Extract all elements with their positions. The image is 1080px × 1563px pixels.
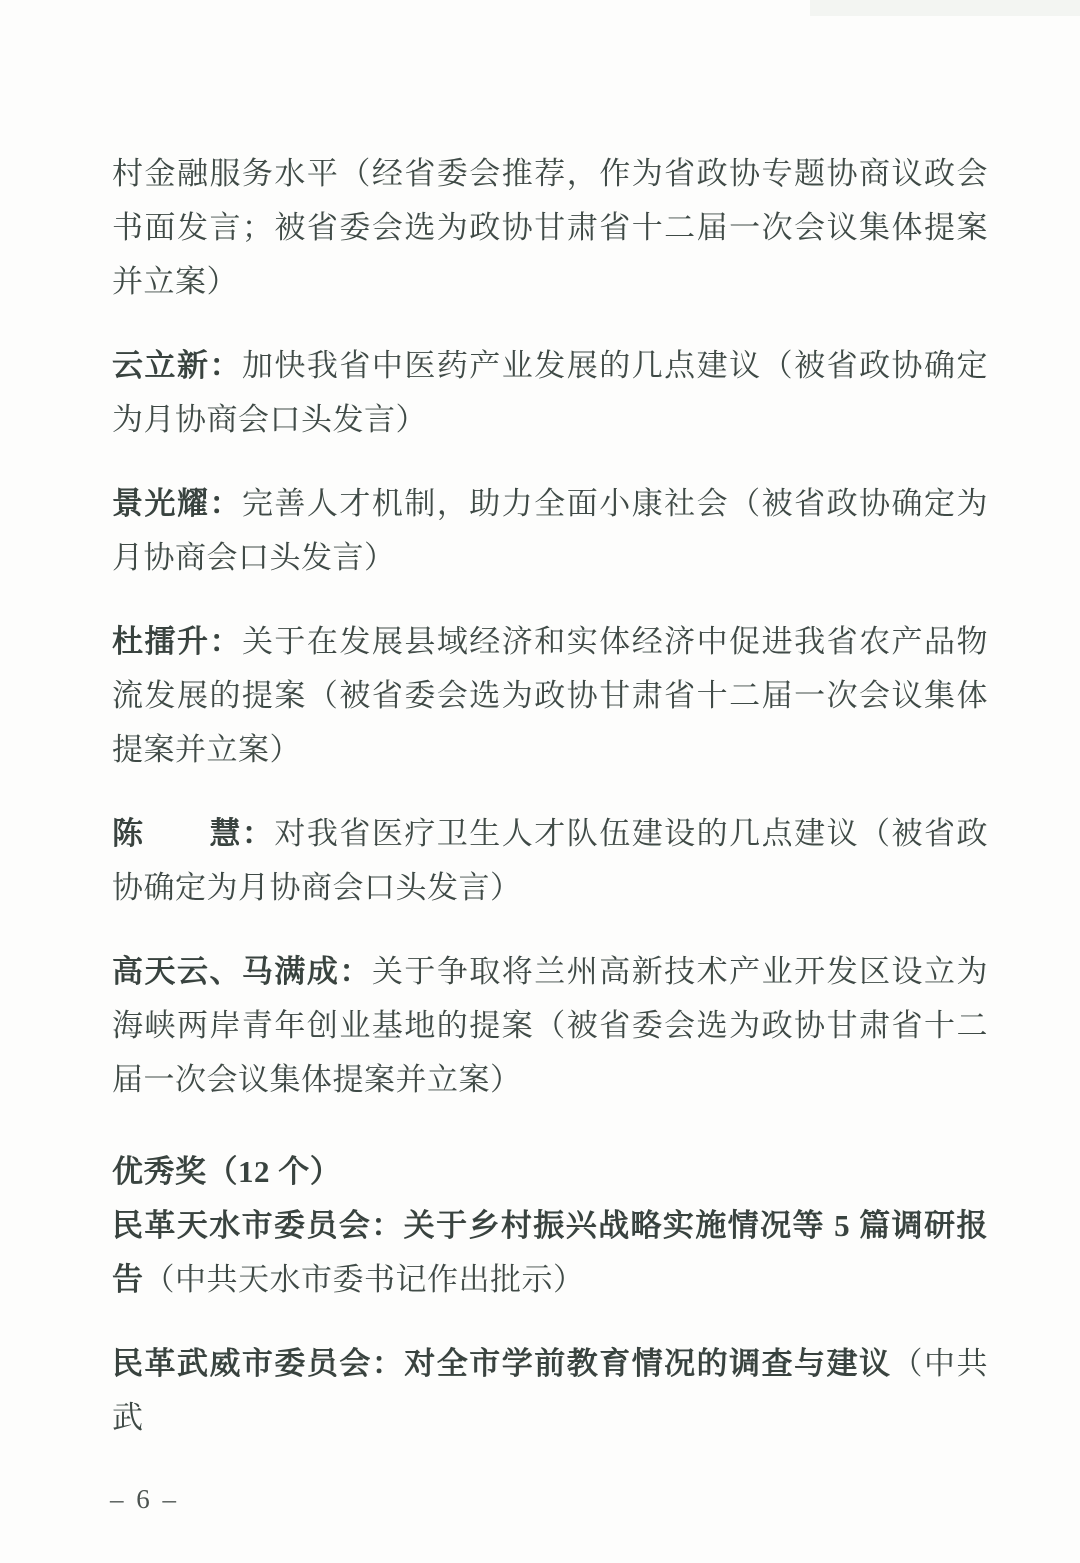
entry-name: 云立新： — [112, 348, 242, 383]
award-entry-note: （中共天水市委书记作出批示） — [143, 1262, 585, 1297]
award-entry-title: 民革武威市委员会：对全市学前教育情况的调查与建议 — [112, 1346, 892, 1381]
entry-name: 高天云、马满成： — [112, 954, 372, 989]
entry-body: 关于在发展县域经济和实体经济中促进我省农产品物流发展的提案（被省委会选为政协甘肃省十二届一次会议集体提案并立案） — [112, 624, 989, 767]
entry-paragraph — [112, 339, 988, 447]
entry-body: 加快我省中医药产业发展的几点建议（被省政协确定为月协商会口头发言） — [112, 348, 989, 437]
entry-paragraph — [112, 477, 988, 585]
continuation-paragraph — [112, 147, 988, 309]
entry-paragraph — [112, 945, 988, 1107]
page-number: – 6 – — [110, 1484, 179, 1514]
document-content — [112, 0, 988, 1445]
entry-body: 对我省医疗卫生人才队伍建设的几点建议（被省政协确定为月协商会口头发言） — [112, 816, 989, 905]
award-entry-paragraph — [112, 1337, 988, 1445]
entry-name: 杜擂升： — [112, 624, 242, 659]
paragraph-text: 村金融服务水平（经省委会推荐，作为省政协专题协商议政会书面发言；被省委会选为政协甘肃省十二届一次会议集体提案并立案） — [112, 156, 988, 299]
entry-paragraph — [112, 615, 988, 777]
entry-name: 景光耀： — [112, 486, 242, 521]
entry-body: 完善人才机制，助力全面小康社会（被省政协确定为月协商会口头发言） — [112, 486, 989, 575]
section-heading-excellence-award: 优秀奖（12 个） — [112, 1154, 342, 1189]
entry-body: 关于争取将兰州高新技术产业开发区设立为海峡两岸青年创业基地的提案（被省委会选为政协甘肃省十二届一次会议集体提案并立案） — [112, 954, 989, 1097]
entry-name: 陈 慧： — [112, 816, 275, 851]
award-entry-paragraph — [112, 1199, 988, 1307]
entry-paragraph — [112, 807, 988, 915]
award-entry-note: （中共武 — [112, 1346, 989, 1435]
award-entry-title: 民革天水市委员会：关于乡村振兴战略实施情况等 5 篇调研报告 — [112, 1208, 988, 1297]
